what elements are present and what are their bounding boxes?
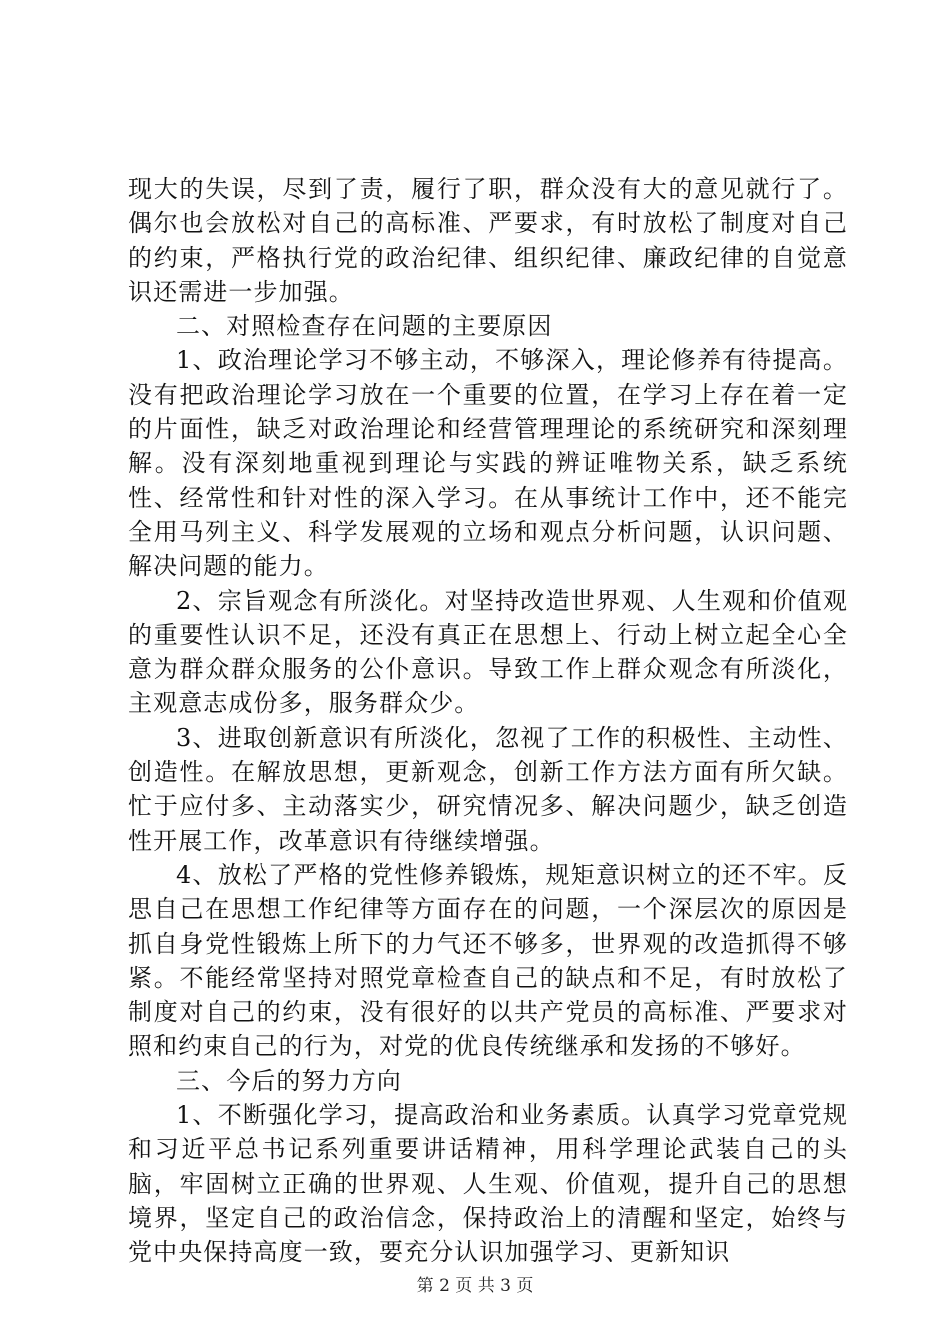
paragraph-cause-2: 2、宗旨观念有所淡化。对坚持改造世界观、人生观和价值观的重要性认识不足，还没有真正在思想上、行动上树立起全心全意为群众群众服务的公仆意识。导致工作上群众观念有所淡化，主观意志成份多，服务群众少。 (128, 586, 848, 718)
paragraph-cause-4: 4、放松了严格的党性修养锻炼，规矩意识树立的还不牢。反思自己在思想工作纪律等方面存在的问题，一个深层次的原因是抓自身党性锻炼上所下的力气还不够多，世界观的改造抓得不够紧。不能经常坚持对照党章检查自己的缺点和不足，有时放松了制度对自己的约束，没有很好的以共产党员的高标准、严要求对照和约束自己的行为，对党的优良传统继承和发扬的不够好。 (128, 860, 848, 1061)
paragraph-cause-1: 1、政治理论学习不够主动，不够深入，理论修养有待提高。没有把政治理论学习放在一个重要的位置，在学习上存在着一定的片面性，缺乏对政治理论和经营管理理论的系统研究和深刻理解。没有深刻地重视到理论与实践的辨证唯物关系，缺乏系统性、经常性和针对性的深入学习。在从事统计工作中，还不能完全用马列主义、科学发展观的立场和观点分析问题，认识问题、解决问题的能力。 (128, 346, 848, 581)
paragraph-continuation: 现大的失误，尽到了责，履行了职，群众没有大的意见就行了。偶尔也会放松对自己的高标准、严要求，有时放松了制度对自己的约束，严格执行党的政治纪律、组织纪律、廉政纪律的自觉意识还需进一步加强。 (128, 175, 848, 306)
document-body (128, 172, 848, 1270)
paragraph-cause-3: 3、进取创新意识有所淡化，忽视了工作的积极性、主动性、创造性。在解放思想，更新观念，创新工作方法方面有所欠缺。忙于应付多、主动落实少，研究情况多、解决问题少，缺乏创造性开展工作，改革意识有待继续增强。 (128, 723, 848, 855)
page-number-footer: 第 2 页 共 3 页 (416, 1276, 534, 1296)
paragraph-direction-1: 1、不断强化学习，提高政治和业务素质。认真学习党章党规和习近平总书记系列重要讲话精神，用科学理论武装自己的头脑，牢固树立正确的世界观、人生观、价值观，提升自己的思想境界，坚定自己的政治信念，保持政治上的清醒和坚定，始终与党中央保持高度一致，要充分认识加强学习、更新知识 (128, 1101, 848, 1267)
section-heading-causes: 二、对照检查存在问题的主要原因 (176, 312, 553, 341)
section-heading-direction: 三、今后的努力方向 (176, 1066, 402, 1095)
